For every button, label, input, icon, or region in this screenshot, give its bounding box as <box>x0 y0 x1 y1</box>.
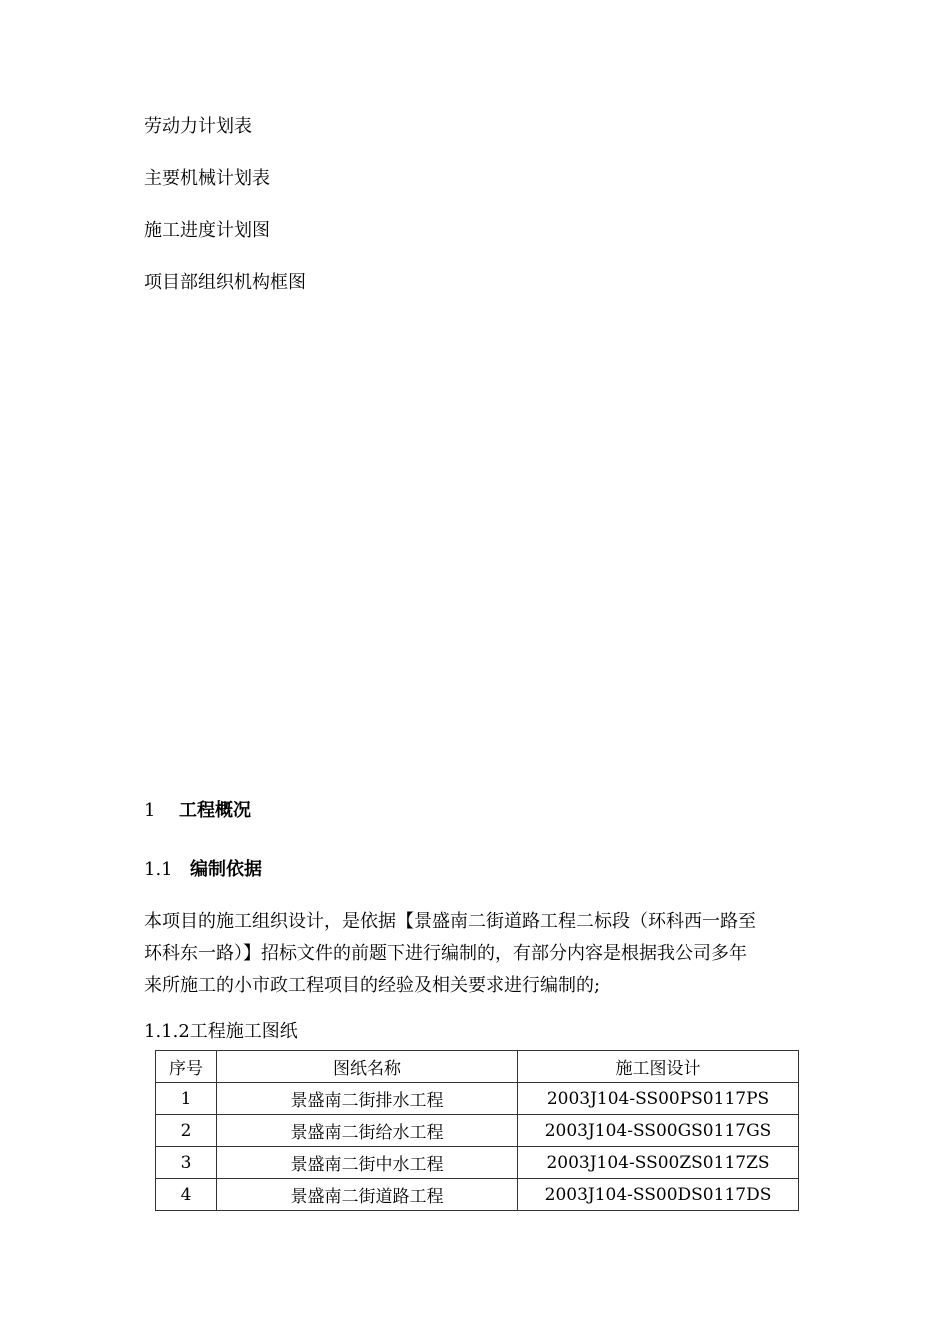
cell-number: 1 <box>156 1083 217 1115</box>
table-row <box>156 1147 799 1179</box>
cell-drawing-name: 景盛南二街排水工程 <box>217 1083 518 1115</box>
cell-number: 4 <box>156 1179 217 1211</box>
table-row <box>156 1179 799 1211</box>
column-header-number: 序号 <box>156 1051 217 1083</box>
section-title: 编制依据 <box>190 859 262 880</box>
cell-design-code: 2003J104-SS00GS0117GS <box>518 1115 799 1147</box>
cell-drawing-name: 景盛南二街中水工程 <box>217 1147 518 1179</box>
paragraph-line: 来所施工的小市政工程项目的经验及相关要求进行编制的; <box>144 975 601 996</box>
cell-design-code: 2003J104-SS00DS0117DS <box>518 1179 799 1211</box>
subsection-title-drawings: 1.1.2工程施工图纸 <box>144 1021 298 1042</box>
cell-number: 3 <box>156 1147 217 1179</box>
section-heading-1 <box>144 799 251 823</box>
cell-number: 2 <box>156 1115 217 1147</box>
toc-item-org-chart: 项目部组织机构框图 <box>144 272 306 293</box>
table-row <box>156 1115 799 1147</box>
table-header-row <box>156 1051 799 1083</box>
column-header-design-code: 施工图设计 <box>518 1051 799 1083</box>
section-heading-1-1 <box>144 858 262 882</box>
cell-drawing-name: 景盛南二街道路工程 <box>217 1179 518 1211</box>
drawings-table <box>155 1050 799 1211</box>
column-header-drawing-name: 图纸名称 <box>217 1051 518 1083</box>
paragraph-line: 环科东一路）】招标文件的前题下进行编制的，有部分内容是根据我公司多年 <box>144 943 747 964</box>
section-number: 1.1 <box>144 859 173 880</box>
section-title: 工程概况 <box>179 800 251 821</box>
toc-item-machinery-plan: 主要机械计划表 <box>144 168 270 189</box>
paragraph-line: 本项目的施工组织设计，是依据【景盛南二街道路工程二标段（环科西一路至 <box>144 911 756 932</box>
toc-item-schedule-chart: 施工进度计划图 <box>144 220 270 241</box>
section-number: 1 <box>144 800 156 821</box>
cell-drawing-name: 景盛南二街给水工程 <box>217 1115 518 1147</box>
cell-design-code: 2003J104-SS00ZS0117ZS <box>518 1147 799 1179</box>
table-row <box>156 1083 799 1115</box>
cell-design-code: 2003J104-SS00PS0117PS <box>518 1083 799 1115</box>
basis-paragraph <box>144 906 812 1002</box>
toc-item-labor-plan: 劳动力计划表 <box>144 116 252 137</box>
